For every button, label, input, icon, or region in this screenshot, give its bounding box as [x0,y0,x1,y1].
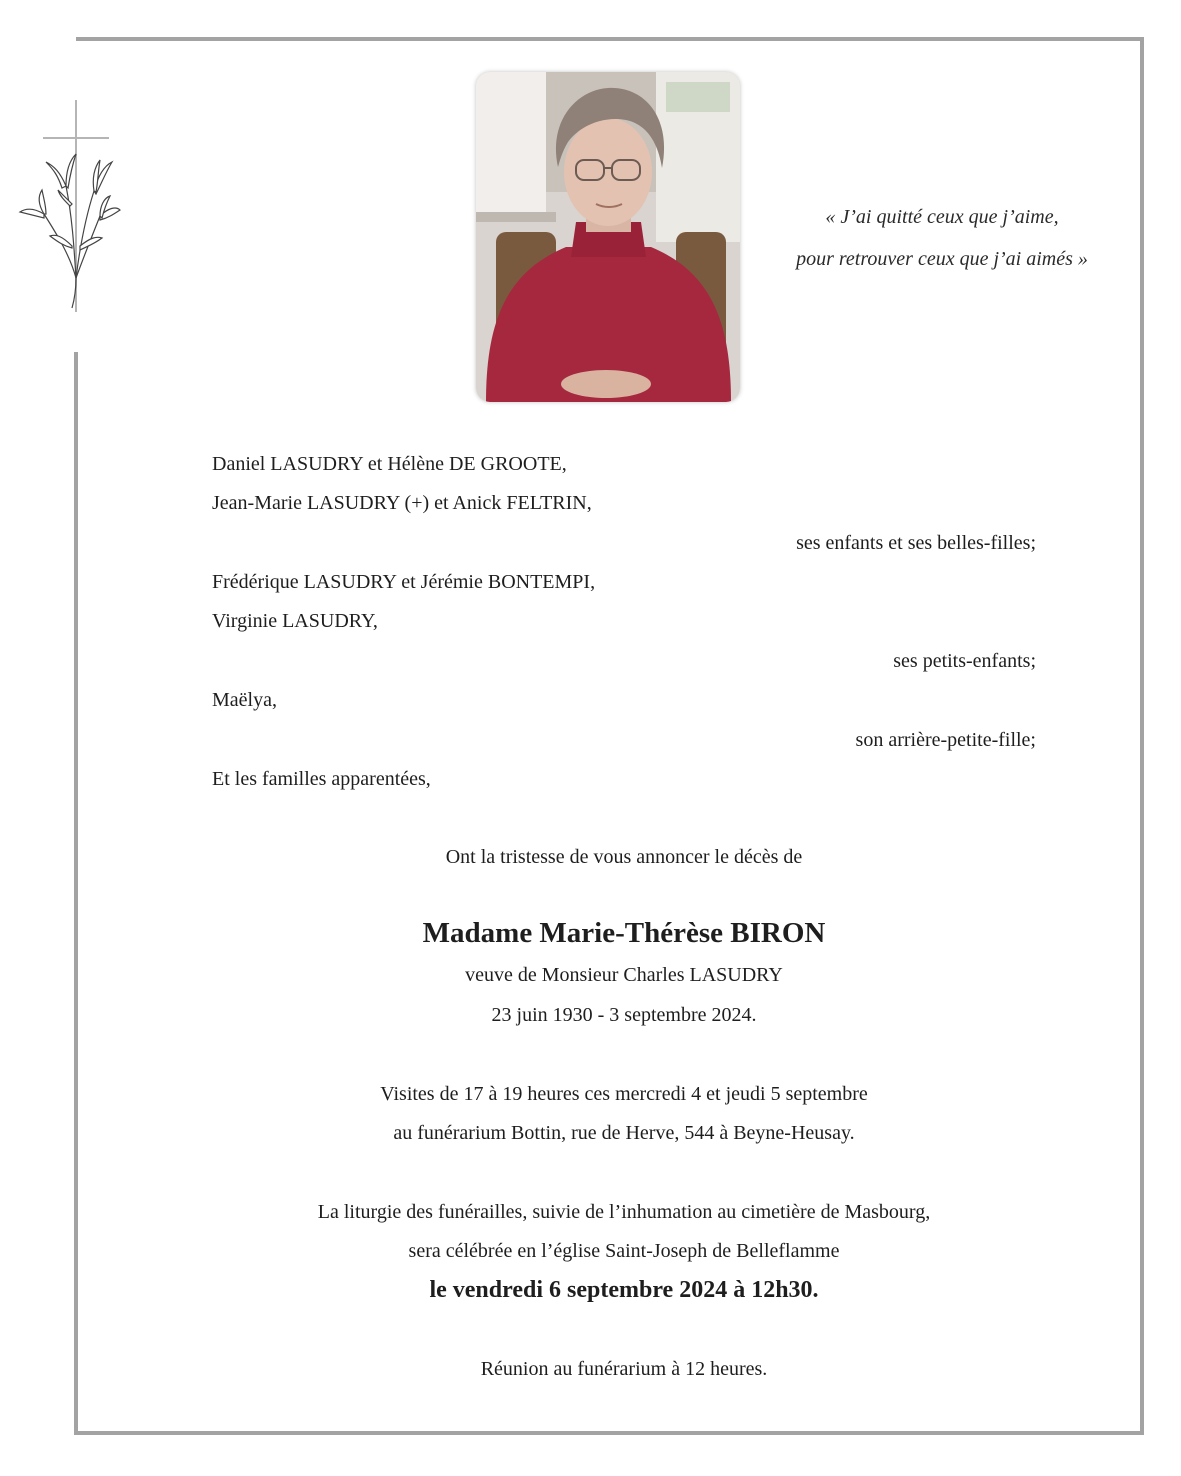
funeral-line-1: La liturgie des funérailles, suivie de l’inhumation au cimetière de Masbourg, [317,1201,931,1223]
announcement-intro: Ont la tristesse de vous annoncer le décès de [445,846,803,868]
children-line-2: Jean-Marie LASUDRY (+) et Anick FELTRIN, [212,492,592,514]
frame-top-border [76,37,1144,41]
frame-right-border [1140,37,1144,1435]
grandchildren-label: ses petits-enfants; [893,650,1036,672]
relatives-line: Et les familles apparentées, [212,768,431,790]
children-label: ses enfants et ses belles-filles; [796,532,1036,554]
grandchildren-line-1: Frédérique LASUDRY et Jérémie BONTEMPI, [212,571,596,593]
portrait-photo [476,72,740,402]
quote-line-2: pour retrouver ceux que j’ai aimés » [796,248,1088,270]
funeral-line-2: sera célébrée en l’église Saint-Joseph de Belleflamme [408,1240,840,1262]
visits-line-1: Visites de 17 à 19 heures ces mercredi 4 et jeudi 5 septembre [380,1083,868,1105]
deceased-name: Madame Marie-Thérèse BIRON [422,917,826,949]
widow-of-line: veuve de Monsieur Charles LASUDRY [465,964,783,986]
epitaph-quote [760,196,1124,280]
visits-line-2: au funérarium Bottin, rue de Herve, 544 à Beyne-Heusay. [393,1122,855,1144]
funeral-date-time: le vendredi 6 septembre 2024 à 12h30. [429,1277,819,1303]
frame-left-border [74,352,78,1435]
great-grandchild-label: son arrière-petite-fille; [855,729,1036,751]
cross-lily-icon [14,96,124,316]
grandchildren-line-2: Virginie LASUDRY, [212,610,378,632]
meeting-line: Réunion au funérarium à 12 heures. [480,1358,768,1380]
frame-bottom-border [74,1431,1144,1435]
children-line-1: Daniel LASUDRY et Hélène DE GROOTE, [212,453,567,475]
life-dates: 23 juin 1930 - 3 septembre 2024. [491,1004,757,1026]
great-grandchild-line: Maëlya, [212,689,277,711]
quote-line-1: « J’ai quitté ceux que j’aime, [825,206,1059,228]
